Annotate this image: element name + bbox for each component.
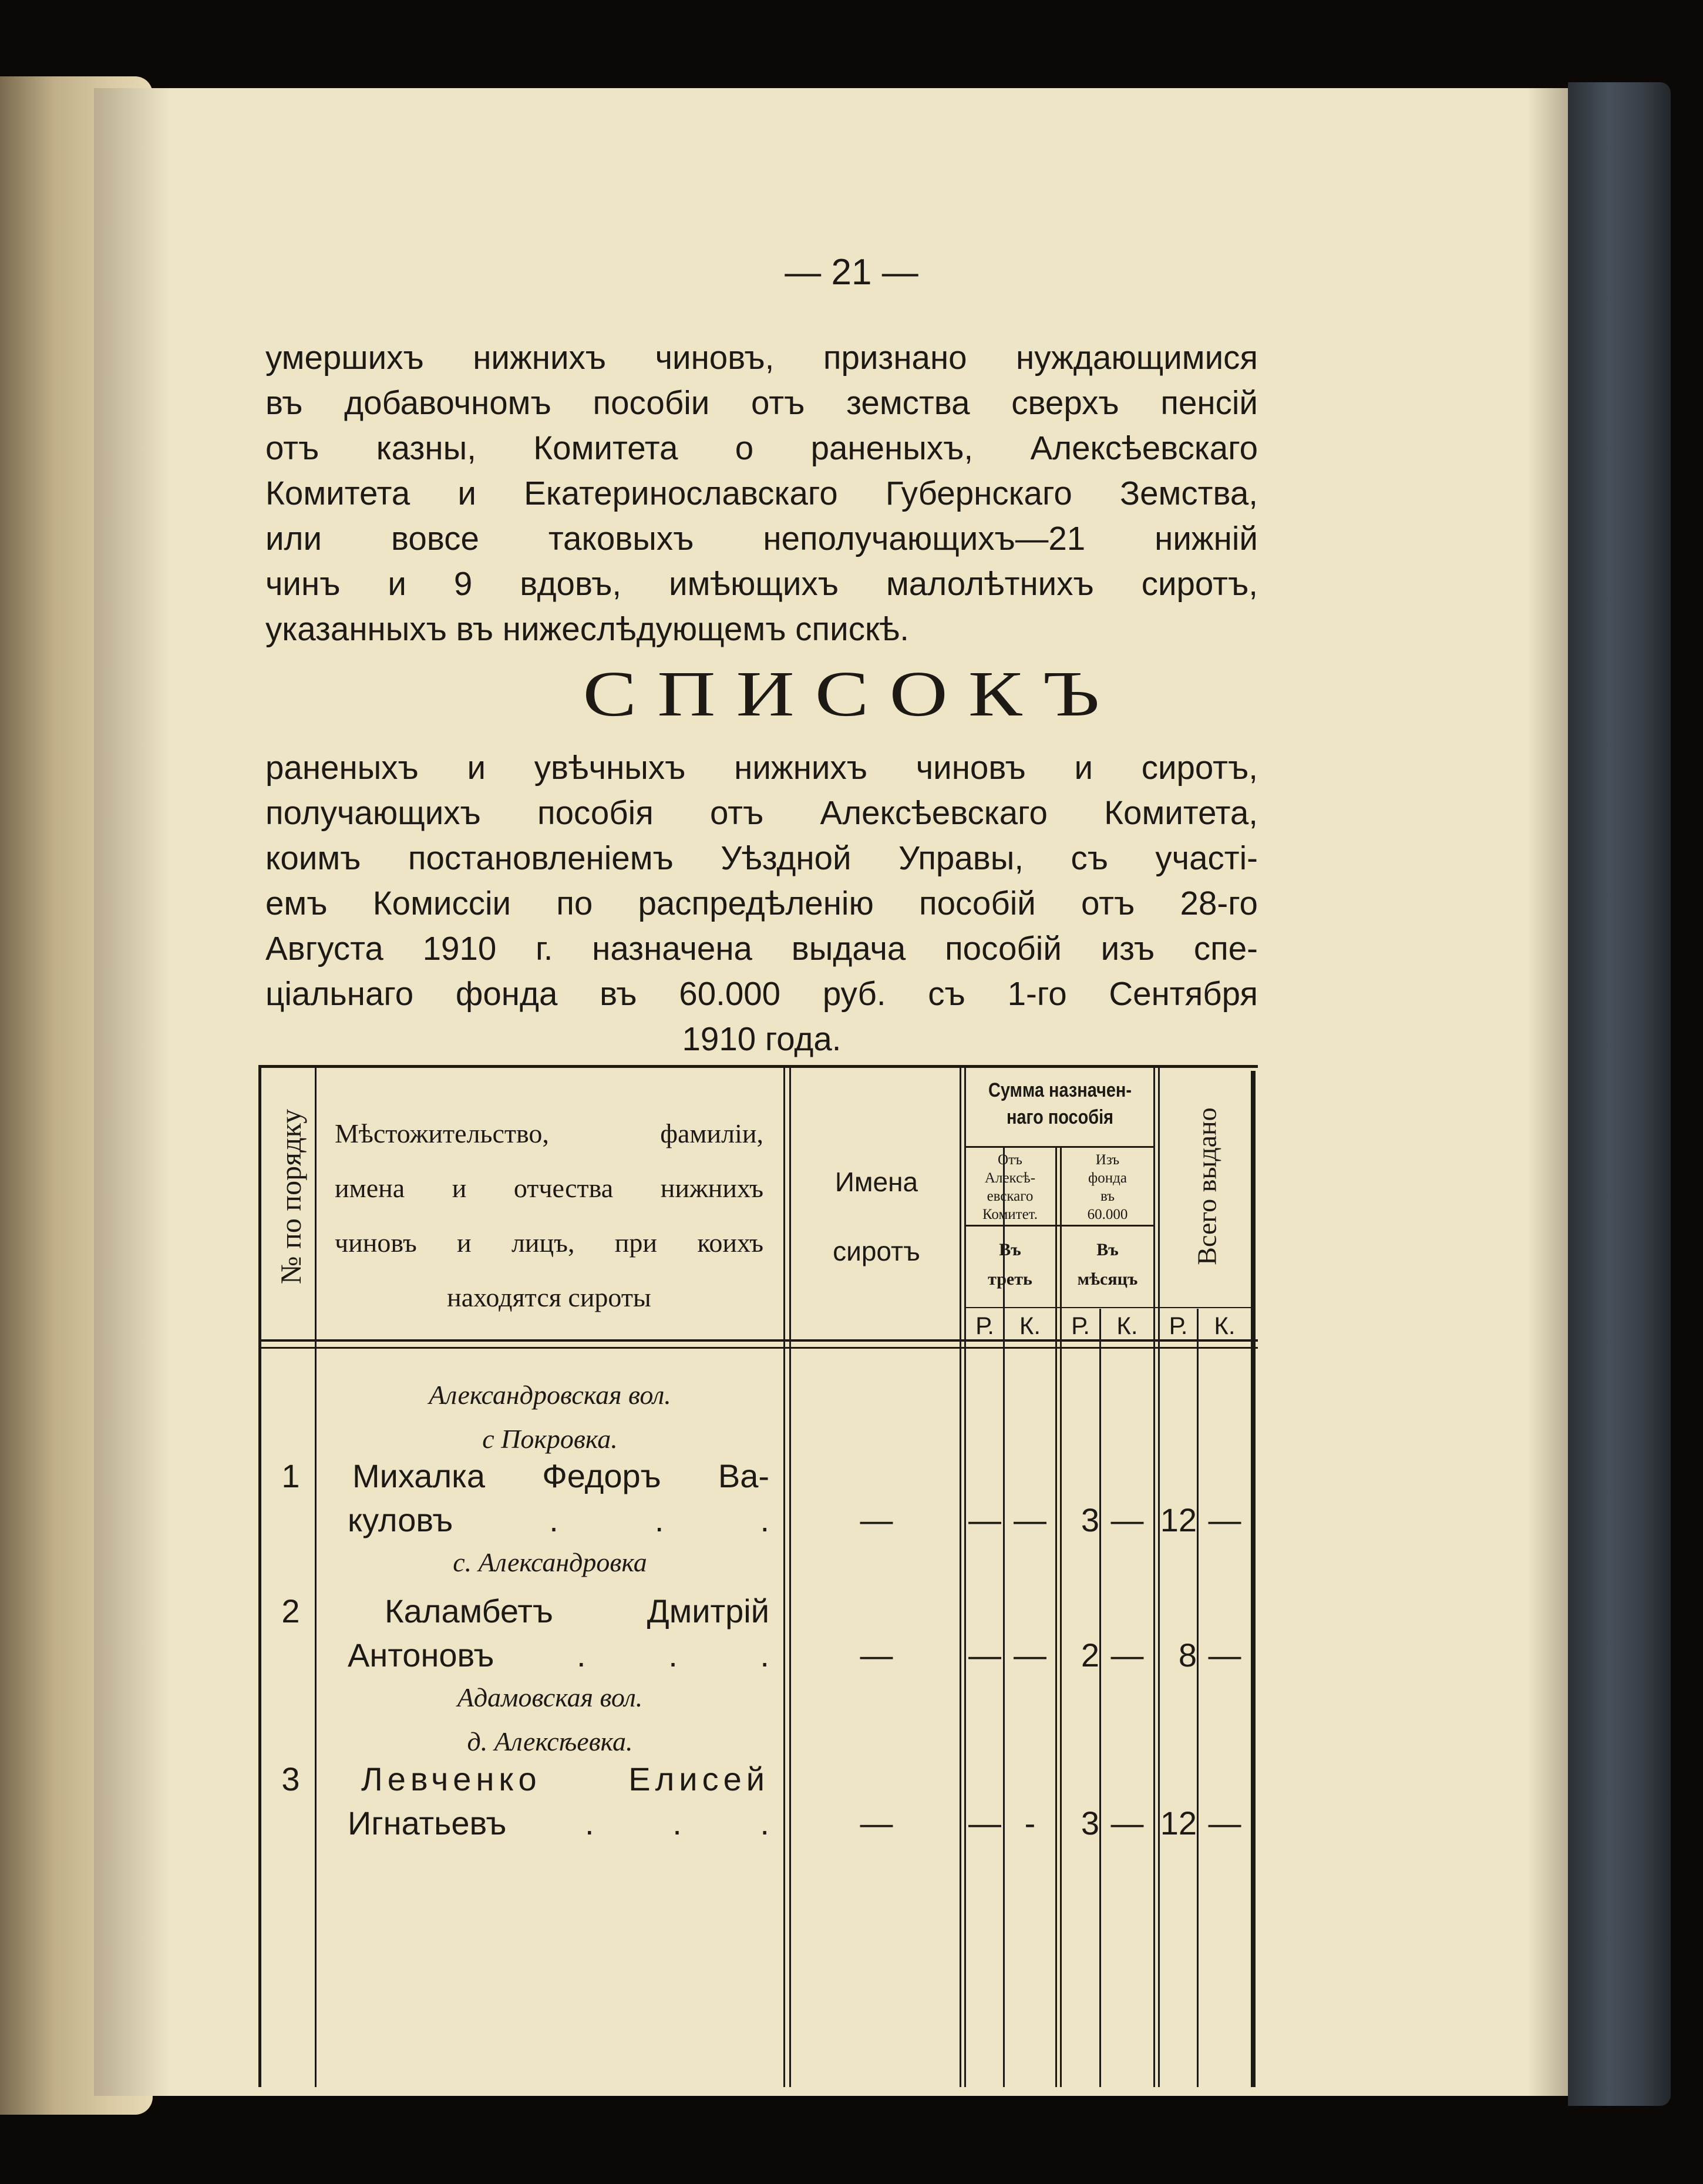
- header-from-committee: [963, 1151, 1057, 1224]
- table-row-place: с Покровка.: [482, 1424, 618, 1454]
- header-per-third: [963, 1235, 1057, 1294]
- column-rule: [783, 1065, 785, 2087]
- table-row-name: Игнатьевъ . . .: [348, 1805, 769, 1842]
- intro-line: или вовсе таковыхъ неполучающихъ—21 нижній: [265, 520, 1258, 557]
- list-description: [265, 745, 1258, 1061]
- table-row-name: Антоновъ . . .: [348, 1637, 769, 1674]
- unit-label: Р.: [1071, 1312, 1090, 1339]
- intro-paragraph: [265, 335, 1258, 651]
- header-bottom-rule: [258, 1347, 1258, 1349]
- column-rule: [1197, 1309, 1199, 2087]
- description-line: раненыхъ и увѣчныхъ нижнихъ чиновъ и сиротъ,: [265, 749, 1258, 786]
- table-row-name: Левченко Елисей: [361, 1760, 769, 1797]
- intro-line: Комитета и Екатеринославскаго Губернскаго Земства,: [265, 475, 1258, 512]
- table-top-rule: [258, 1065, 1258, 1068]
- book-cover: [1568, 82, 1671, 2106]
- header-residence-line: имена и отчества нижнихъ: [335, 1173, 763, 1203]
- table-row-place: д. Алексѣевка.: [467, 1726, 633, 1756]
- column-rule: [1158, 1065, 1160, 2087]
- table-right-border: [1251, 1071, 1256, 2087]
- table-row-name: Каламбетъ Дмитрій: [385, 1592, 769, 1629]
- header-orphans-line: Имена: [834, 1167, 918, 1197]
- column-rule: [1099, 1309, 1101, 2087]
- header-residence: [335, 1106, 763, 1325]
- description-line: емъ Комиссіи по распредѣленію пособій отъ 28-го: [265, 885, 1258, 922]
- intro-line: умершихъ нижнихъ чиновъ, признано нуждающимися: [265, 339, 1258, 376]
- table-row-total-k: —: [1208, 1501, 1241, 1538]
- header-per-month: [1061, 1235, 1154, 1294]
- header-per-month-line: Въ: [1096, 1240, 1119, 1259]
- table-row-orphans: —: [860, 1501, 893, 1538]
- unit-label: Р.: [1169, 1312, 1188, 1339]
- subheader-rule: [964, 1225, 1153, 1227]
- header-from-fund-line: въ: [1100, 1188, 1115, 1204]
- table-row-total-r: 12: [1160, 1501, 1197, 1538]
- header-from-fund-line: Изъ: [1095, 1152, 1120, 1168]
- header-total-issued: Всего выдано: [1192, 1107, 1222, 1265]
- unit-label: К.: [1116, 1312, 1138, 1339]
- header-orphans-line: сиротъ: [833, 1236, 920, 1266]
- table-row-fund-k: —: [1110, 1501, 1144, 1538]
- unit-label: К.: [1019, 1312, 1041, 1339]
- table-left-border: [258, 1065, 261, 2087]
- page-edge-shadow: [1527, 88, 1568, 2096]
- table-row-place: Адамовская вол.: [457, 1682, 643, 1712]
- table-row-committee-r: —: [968, 1637, 1001, 1674]
- table-row-committee-k: —: [1014, 1501, 1046, 1538]
- unit-label: Р.: [975, 1312, 994, 1339]
- header-residence-line: Мѣстожительство, фамиліи,: [335, 1118, 763, 1148]
- table-row-fund-r: 3: [1081, 1501, 1099, 1538]
- orphan-benefits-table: [258, 1065, 1258, 2087]
- table-row-committee-r: —: [968, 1805, 1001, 1842]
- table-row-orphans: —: [860, 1637, 893, 1674]
- page-number: — 21 —: [785, 252, 918, 293]
- unit-label: К.: [1214, 1312, 1236, 1339]
- table-row-total-r: 8: [1178, 1637, 1197, 1674]
- table-row-orphans: —: [860, 1805, 893, 1842]
- header-residence-line: находятся сироты: [447, 1282, 651, 1312]
- header-from-committee-line: Алексѣ-: [984, 1170, 1036, 1186]
- header-sum-line: Сумма назначен-: [988, 1079, 1132, 1101]
- table-row-number: 2: [281, 1592, 300, 1629]
- table-row-fund-k: —: [1110, 1805, 1144, 1842]
- table-row-committee-r: —: [968, 1501, 1001, 1538]
- description-line: получающихъ пособія отъ Алексѣевскаго Комитета,: [265, 794, 1258, 831]
- column-rule: [789, 1065, 791, 2087]
- header-per-third-line: треть: [988, 1269, 1032, 1289]
- header-from-fund-line: фонда: [1088, 1170, 1127, 1186]
- header-from-committee-line: Отъ: [998, 1152, 1022, 1168]
- subheader-rule: [964, 1307, 1256, 1308]
- table-row-number: 1: [281, 1457, 300, 1494]
- description-line: Августа 1910 г. назначена выдача пособій изъ спе-: [265, 930, 1258, 967]
- description-line: ціальнаго фонда въ 60.000 руб. съ 1-го Сентября: [265, 975, 1258, 1012]
- header-sum: [980, 1077, 1140, 1131]
- intro-line: отъ казны, Комитета о раненыхъ, Алексѣевскаго: [265, 429, 1258, 466]
- header-from-committee-line: Комитет.: [982, 1207, 1038, 1222]
- table-row-fund-k: —: [1110, 1637, 1144, 1674]
- table-row-place: Александровская вол.: [429, 1380, 671, 1410]
- table-row-place: с. Александровка: [453, 1547, 647, 1577]
- header-per-month-line: мѣсяцъ: [1077, 1269, 1138, 1289]
- table-row-fund-r: 2: [1081, 1637, 1099, 1674]
- header-from-fund: [1061, 1151, 1154, 1224]
- table-row-committee-k: —: [1014, 1637, 1046, 1674]
- table-row-total-k: —: [1208, 1805, 1241, 1842]
- header-number: № по порядку: [274, 1108, 307, 1285]
- table-row-total-r: 12: [1160, 1805, 1197, 1842]
- header-per-third-line: Въ: [999, 1240, 1021, 1259]
- header-from-fund-line: 60.000: [1087, 1207, 1128, 1222]
- header-sum-line: наго пособія: [1006, 1106, 1114, 1128]
- list-heading: СПИСОКЪ: [583, 658, 1120, 730]
- intro-line: указанныхъ въ нижеслѣдующемъ спискѣ.: [265, 610, 909, 647]
- gutter-shadow: [94, 88, 170, 2096]
- header-orphans: [793, 1147, 960, 1286]
- table-row-fund-r: 3: [1081, 1805, 1099, 1842]
- table-row-total-k: —: [1208, 1637, 1241, 1674]
- header-residence-line: чиновъ и лицъ, при коихъ: [335, 1228, 763, 1258]
- intro-line: чинъ и 9 вдовъ, имѣющихъ малолѣтнихъ сиротъ,: [265, 565, 1258, 602]
- subheader-rule: [964, 1146, 1153, 1148]
- intro-line: въ добавочномъ пособіи отъ земства сверхъ пенсій: [265, 384, 1258, 421]
- table-row-committee-k: -: [1024, 1805, 1036, 1842]
- description-line: коимъ постановленіемъ Уѣздной Управы, съ участі-: [265, 839, 1258, 876]
- table-row-number: 3: [281, 1760, 300, 1797]
- header-from-committee-line: евскаго: [987, 1188, 1034, 1204]
- description-line: 1910 года.: [682, 1020, 842, 1057]
- table-row-name: куловъ . . .: [348, 1501, 769, 1538]
- table-row-name: Михалка Федоръ Ва-: [352, 1457, 769, 1494]
